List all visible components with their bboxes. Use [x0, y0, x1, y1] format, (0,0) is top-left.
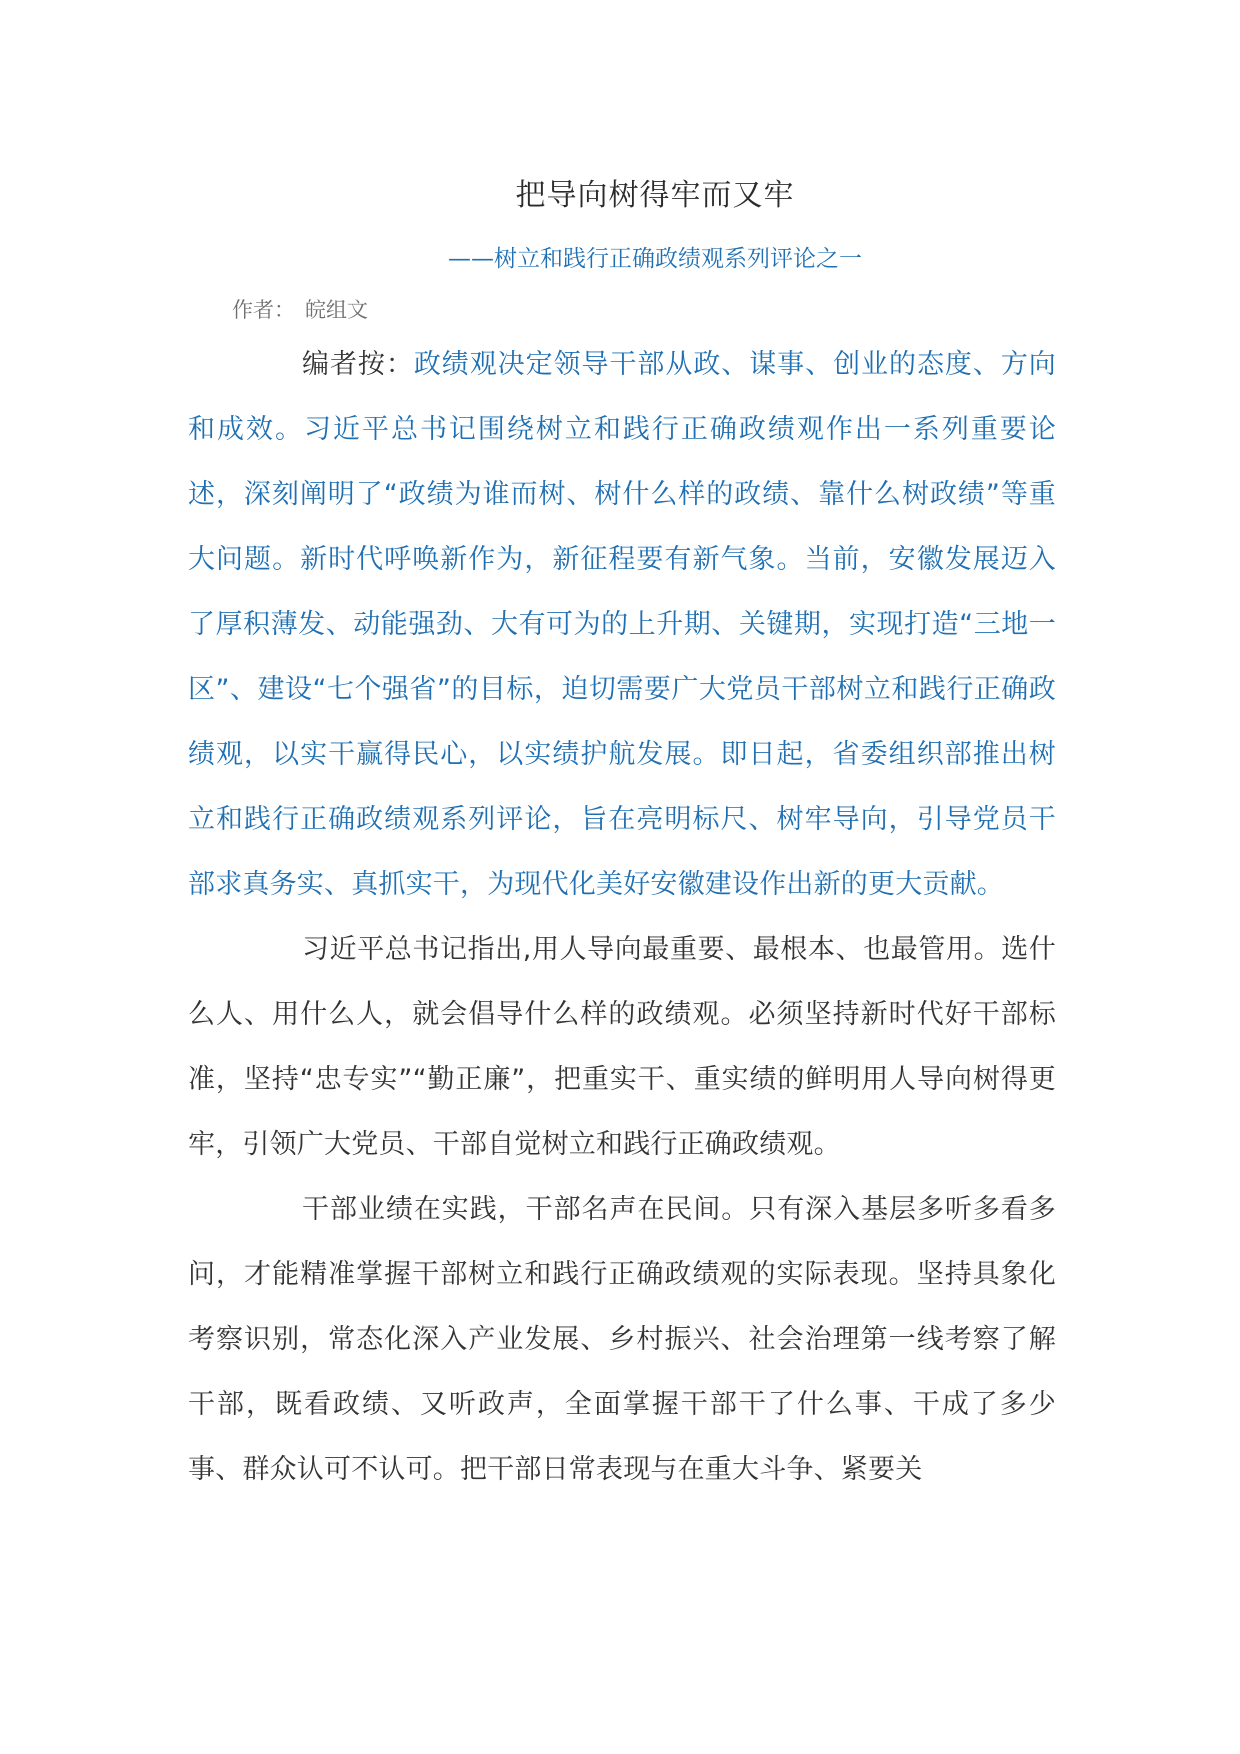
editor-note-text: 政绩观决定领导干部从政、谋事、创业的态度、方向和成效。习近平总书记围绕树立和践行正确政绩观作出一系列重要论述，深刻阐明了“政绩为谁而树、树什么样的政绩、靠什么树政绩”等重大问题。新时代呼唤新作为，新征程要有新气象。当前，安徽发展迈入了厚积薄发、动能强劲、大有可为的上升期、关键期，实现打造“三地一区”、建设“七个强省”的目标，迫切需要广大党员干部树立和践行正确政绩观，以实干赢得民心，以实绩护航发展。即日起，省委组织部推出树立和践行正确政绩观系列评论，旨在亮明标尺、树牢导向，引导党员干部求真务实、真抓实干，为现代化美好安徽建设作出新的更大贡献。: [188, 349, 1056, 900]
editor-note-paragraph: [188, 332, 1056, 917]
author-name: 皖组文: [305, 298, 368, 322]
article-title: 把导向树得牢而又牢: [515, 178, 795, 213]
author-line: [232, 294, 368, 326]
editor-note-label: 编者按：: [302, 349, 414, 380]
article-subtitle: ——树立和践行正确政绩观系列评论之一: [448, 246, 862, 272]
author-label: 作者：: [232, 298, 295, 322]
body-paragraph-2: 干部业绩在实践，干部名声在民间。只有深入基层多听多看多问，才能精准掌握干部树立和践行正确政绩观的实际表现。坚持具象化考察识别，常态化深入产业发展、乡村振兴、社会治理第一线考察了解干部，既看政绩、又听政声，全面掌握干部干了什么事、干成了多少事、群众认可不认可。把干部日常表现与在重大斗争、紧要关: [188, 1194, 1056, 1485]
body-paragraph-1: 习近平总书记指出,用人导向最重要、最根本、也最管用。选什么人、用什么人，就会倡导什么样的政绩观。必须坚持新时代好干部标准，坚持“忠专实”“勤正廉”，把重实干、重实绩的鲜明用人导向树得更牢，引领广大党员、干部自觉树立和践行正确政绩观。: [188, 934, 1056, 1160]
article-body: [188, 332, 1056, 1502]
